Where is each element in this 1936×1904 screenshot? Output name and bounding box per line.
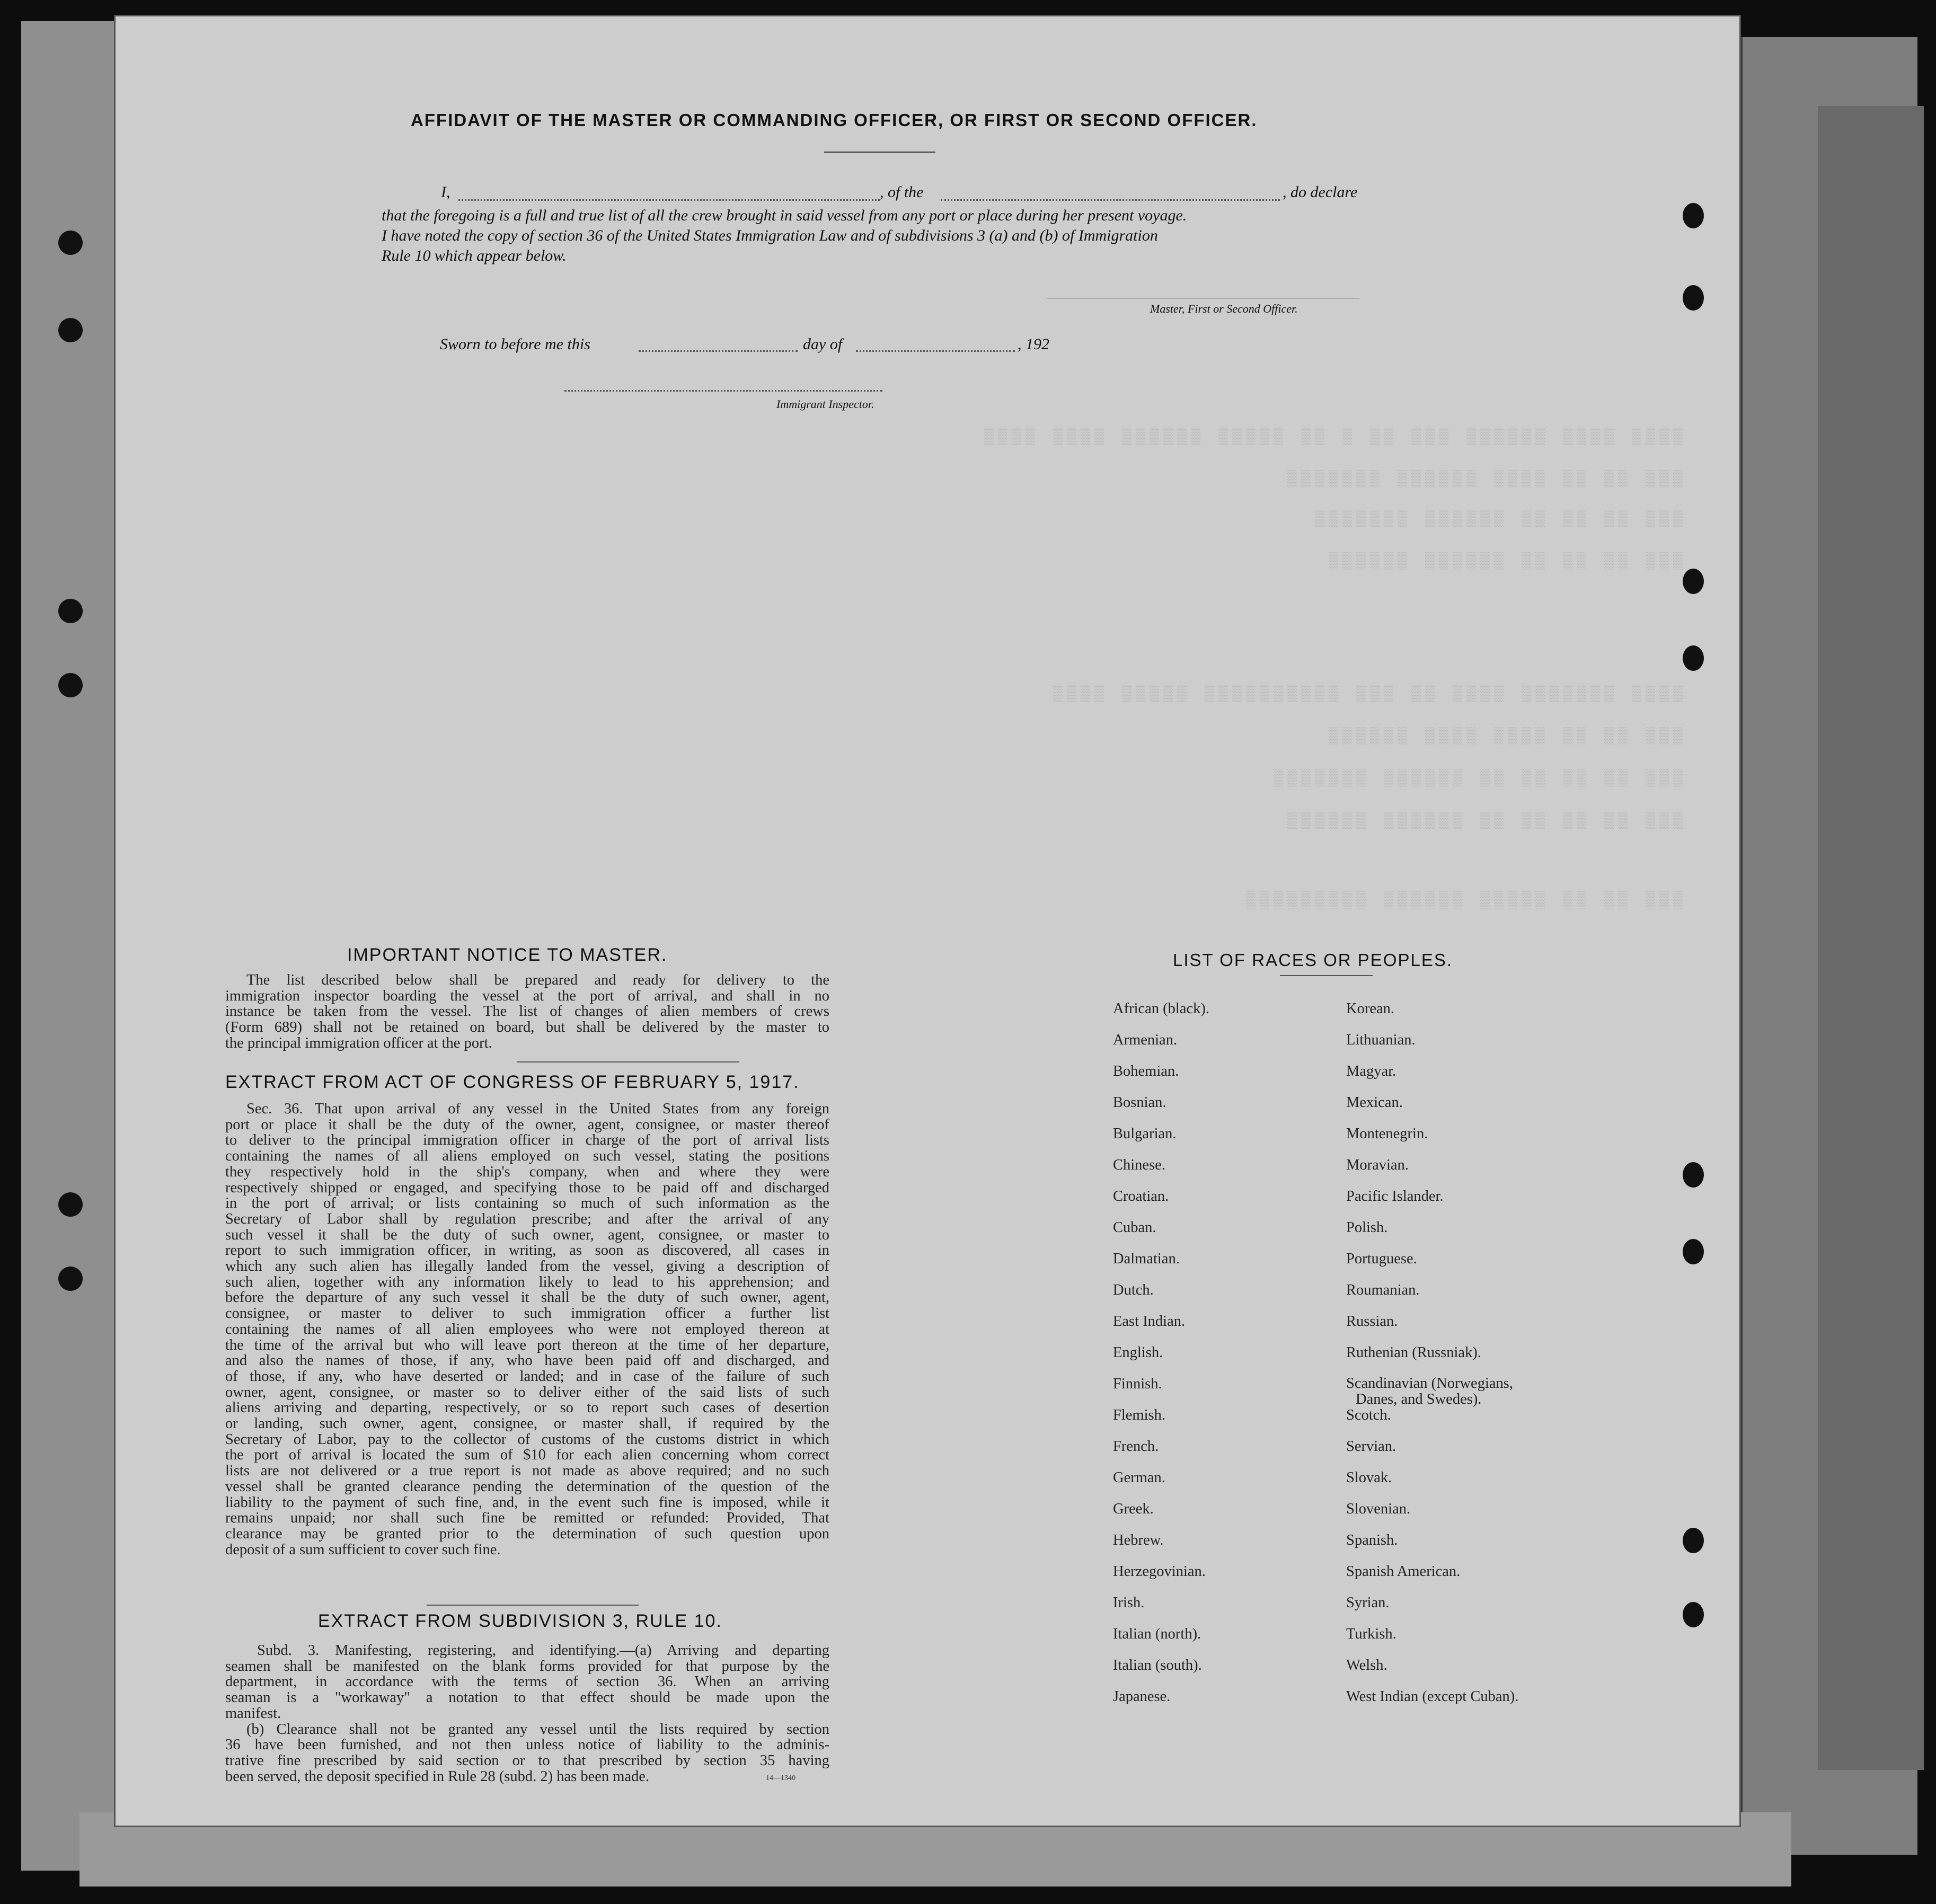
race-item: Greek. — [1113, 1501, 1154, 1517]
act-line: containing the names of all aliens employed on such vessel, stating the positions — [225, 1148, 829, 1165]
binder-hole — [1683, 645, 1704, 671]
binder-hole — [58, 1192, 83, 1217]
act-line: remains unpaid; nor shall such fine be remitted or refunded: Provided, That — [225, 1510, 829, 1527]
affidavit-page — [114, 15, 1741, 1827]
binder-hole — [58, 673, 83, 697]
act-line: such vessel it shall be the duty of such owner, agent, consignee, or master to — [225, 1226, 829, 1243]
bleed-through-row: ▒▒▒ ▒▒ ▒▒ ▒▒ ▒▒ ▒▒▒▒▒▒ ▒▒▒▒▒▒ — [1283, 812, 1683, 830]
sworn-day-field[interactable] — [639, 350, 798, 352]
declaration-line: I have noted the copy of section 36 of the United States Immigration Law and of subdivisions 3 (a) and (b) of Immigration — [382, 227, 1158, 244]
race-item: Lithuanian. — [1346, 1032, 1416, 1048]
race-item: Slovenian. — [1346, 1501, 1411, 1517]
race-item: Spanish. — [1346, 1532, 1398, 1548]
race-item: English. — [1113, 1344, 1163, 1361]
bleed-through-row: ▒▒▒ ▒▒ ▒▒ ▒▒▒▒ ▒▒▒▒▒▒ ▒▒▒▒▒▒▒ — [1283, 471, 1683, 489]
rule-line: manifest. — [225, 1705, 281, 1722]
race-item: Montenegrin. — [1346, 1126, 1428, 1142]
do-declare-label: , do declare — [1283, 183, 1358, 201]
binder-hole — [58, 231, 83, 255]
act-line: they respectively hold in the ship's company, when and where they were — [225, 1163, 829, 1180]
bleed-through-row: ▒▒▒ ▒▒ ▒▒ ▒▒ ▒▒▒▒▒▒ ▒▒▒▒▒▒▒ — [1310, 510, 1683, 528]
notice-heading: IMPORTANT NOTICE TO MASTER. — [347, 945, 668, 965]
act-line: report to such immigration officer, in writing, as soon as discovered, all cases in — [225, 1242, 829, 1259]
race-item: Flemish. — [1113, 1407, 1165, 1423]
act-line: and also the names of those, if any, who have been paid off and discharged, and — [225, 1352, 829, 1369]
race-item: Finnish. — [1113, 1376, 1162, 1392]
race-item: Croatian. — [1113, 1188, 1169, 1205]
rule-line: (b) Clearance shall not be granted any vessel until the lists required by section — [246, 1721, 829, 1738]
act-line: in the port of arrival; or lists containing so much of such information as the — [225, 1195, 829, 1212]
race-item: Irish. — [1113, 1595, 1145, 1611]
act-line: liability to the payment of such fine, and, in the event such fine is imposed, while it — [225, 1494, 829, 1511]
act-line: aliens arriving and departing, respectively, or so to report such cases of desertion — [225, 1400, 829, 1416]
binder-hole — [1683, 1602, 1704, 1627]
act-line: or landing, such owner, agent, consignee, or master shall, if required by the — [225, 1415, 829, 1432]
race-item: Polish. — [1346, 1219, 1388, 1236]
race-item: Hebrew. — [1113, 1532, 1164, 1548]
act-line: Sec. 36. That upon arrival of any vessel in the United States from any foreign — [246, 1101, 829, 1117]
master-signature-line[interactable] — [1047, 298, 1359, 299]
notice-line: the principal immigration officer at the port. — [225, 1034, 492, 1051]
race-item: Roumanian. — [1346, 1282, 1420, 1298]
act-rule — [427, 1605, 639, 1606]
act-line: containing the names of all alien employees who were not employed thereon at — [225, 1321, 829, 1338]
rule-line: 36 have been furnished, and not then unless notice of liability to the adminis- — [225, 1737, 829, 1754]
races-right-column — [1346, 1000, 1518, 1720]
races-heading: LIST OF RACES OR PEOPLES. — [1173, 950, 1453, 970]
act-line: vessel shall be granted clearance pending the determination of the question of the — [225, 1478, 829, 1495]
sworn-month-field[interactable] — [856, 350, 1015, 352]
race-item: African (black). — [1113, 1000, 1209, 1017]
rule-line: seaman is a "workaway" a notation to that effect should be made upon the — [225, 1689, 829, 1706]
race-item: Magyar. — [1346, 1063, 1396, 1079]
master-signature-label: Master, First or Second Officer. — [1150, 302, 1298, 315]
act-line: the time of the arrival but who will leave port thereon at the time of her departure, — [225, 1336, 829, 1353]
race-item: Moravian. — [1346, 1157, 1409, 1173]
of-the-label: , of the — [880, 183, 924, 201]
binder-hole — [1683, 203, 1704, 228]
binder-hole — [1683, 1528, 1704, 1553]
bleed-through-row: ▒▒▒ ▒▒ ▒▒ ▒▒▒▒▒ ▒▒▒▒▒▒ ▒▒▒▒▒▒▒▒▒ — [1241, 892, 1683, 910]
binder-hole — [1683, 1162, 1704, 1188]
bleed-through-row: ▒▒▒▒ ▒▒▒▒ ▒▒▒▒▒▒ ▒▒▒ ▒▒ ▒ ▒▒ ▒▒▒▒▒ ▒▒▒▒▒▒ ▒▒▒▒ ▒▒▒▒ — [979, 428, 1683, 446]
act-line: which any such alien has illegally landed from the vessel, giving a description of — [225, 1258, 829, 1275]
declaration-line: that the foregoing is a full and true list of all the crew brought in said vessel from any port or place during her present voyage. — [382, 207, 1187, 224]
race-item: Pacific Islander. — [1346, 1188, 1444, 1205]
race-item: Bosnian. — [1113, 1094, 1166, 1111]
sworn-label: Sworn to before me this — [440, 335, 590, 353]
race-item: German. — [1113, 1469, 1165, 1486]
inspector-label: Immigrant Inspector. — [776, 397, 874, 411]
race-item: Korean. — [1346, 1000, 1394, 1017]
act-line: Secretary of Labor shall by regulation prescribe; and after the arrival of any — [225, 1210, 829, 1227]
notice-line: instance be taken from the vessel. The list of changes of alien members of crews — [225, 1003, 829, 1020]
race-item: Mexican. — [1346, 1094, 1403, 1111]
binder-hole — [58, 599, 83, 623]
race-item: Servian. — [1346, 1438, 1396, 1455]
race-item: Welsh. — [1346, 1657, 1387, 1673]
race-item: Dalmatian. — [1113, 1251, 1180, 1267]
bleed-through-row: ▒▒▒ ▒▒ ▒▒ ▒▒ ▒▒▒▒▒▒ ▒▒▒▒▒▒ — [1324, 553, 1683, 571]
rule-line: trative fine prescribed by said section or to that prescribed by section 35 having — [225, 1752, 829, 1769]
race-item: Ruthenian (Russniak). — [1346, 1344, 1481, 1361]
act-line: owner, agent, consignee, or master so to deliver either of the said lists of such — [225, 1384, 829, 1401]
rule-10-text — [225, 1643, 829, 1784]
race-item: Spanish American. — [1346, 1563, 1461, 1580]
bleed-through-row: ▒▒▒ ▒▒ ▒▒ ▒▒ ▒▒ ▒▒▒▒▒▒ ▒▒▒▒▒▒▒ — [1269, 770, 1683, 788]
race-item: Chinese. — [1113, 1157, 1165, 1173]
race-item: Turkish. — [1346, 1626, 1396, 1642]
act-line: clearance may be granted prior to the determination of such question upon — [225, 1525, 829, 1542]
rule-heading: EXTRACT FROM SUBDIVISION 3, RULE 10. — [318, 1611, 722, 1631]
race-item: Russian. — [1346, 1313, 1398, 1330]
act-line: the port of arrival is located the sum of $10 for each alien concerning whom correct — [225, 1447, 829, 1464]
race-item: Dutch. — [1113, 1282, 1154, 1298]
race-item: Bohemian. — [1113, 1063, 1179, 1079]
races-left-column — [1113, 1000, 1209, 1720]
race-item: Italian (north). — [1113, 1626, 1201, 1642]
declaration-text — [382, 206, 1505, 266]
race-item: French. — [1113, 1438, 1159, 1455]
race-item: Herzegovinian. — [1113, 1563, 1206, 1580]
year-label: , 192 — [1018, 335, 1049, 353]
section-36-text — [225, 1101, 829, 1557]
race-item: Portuguese. — [1346, 1251, 1417, 1267]
race-item: East Indian. — [1113, 1313, 1186, 1330]
act-line: port or place it shall be the duty of the owner, agent, consignee, or master thereof — [225, 1116, 829, 1133]
race-item: Japanese. — [1113, 1688, 1171, 1705]
act-line: consignee, or master to deliver to such immigration officer a further list — [225, 1305, 829, 1322]
inspector-signature-line[interactable] — [564, 390, 882, 392]
rule-line: seamen shall be manifested on the blank forms provided for that purpose by the — [225, 1658, 829, 1675]
race-item: Syrian. — [1346, 1595, 1390, 1611]
binder-hole — [1683, 1239, 1704, 1264]
name-field[interactable] — [458, 199, 880, 201]
act-line: before the departure of any such vessel it shall be the duty of such owner, agent, — [225, 1289, 829, 1306]
race-item: Bulgarian. — [1113, 1126, 1177, 1142]
rule-line: Subd. 3. Manifesting, registering, and identifying.—(a) Arriving and departing — [257, 1642, 829, 1659]
title-rule — [824, 152, 935, 153]
act-line: Secretary of Labor, pay to the collector of customs of the customs district in which — [225, 1431, 829, 1448]
vessel-field[interactable] — [941, 199, 1280, 201]
notice-line: The list described below shall be prepared and ready for delivery to the — [246, 972, 829, 988]
act-line: to deliver to the principal immigration officer in charge of the port of arrival lists — [225, 1132, 829, 1149]
race-item: Cuban. — [1113, 1219, 1156, 1236]
race-item: Scandinavian (Norwegians, — [1346, 1375, 1513, 1392]
binder-hole — [58, 318, 83, 342]
act-line: of those, if any, who have deserted or landed; and in case of the failure of such — [225, 1368, 829, 1385]
form-number: 14—1340 — [766, 1774, 795, 1782]
race-item: Danes, and Swedes). — [1356, 1391, 1482, 1407]
rule-line: been served, the deposit specified in Rule 28 (subd. 2) has been made. — [225, 1768, 650, 1785]
underlying-sheet-right-edge — [1818, 106, 1924, 1770]
binder-hole — [58, 1267, 83, 1291]
notice-line: immigration inspector boarding the vessel at the port of arrival, and shall in no — [225, 987, 829, 1004]
affidavit-title: AFFIDAVIT OF THE MASTER OR COMMANDING OFFICER, OR FIRST OR SECOND OFFICER. — [411, 110, 1258, 130]
race-item: Armenian. — [1113, 1032, 1178, 1048]
notice-text — [225, 972, 829, 1051]
bleed-through-row: ▒▒▒▒ ▒▒▒▒▒▒▒ ▒▒▒▒ ▒▒ ▒▒▒ ▒▒▒▒▒▒▒▒▒▒ ▒▒▒▒▒ ▒▒▒▒ — [1048, 685, 1683, 703]
race-item: Slovak. — [1346, 1469, 1392, 1486]
day-of-label: day of — [803, 335, 843, 353]
act-line: lists are not delivered or a true report is not made as above required; and no such — [225, 1463, 829, 1480]
races-rule — [1280, 975, 1373, 976]
binder-hole — [1683, 569, 1704, 594]
bleed-through-row: ▒▒▒ ▒▒ ▒▒ ▒▒▒▒ ▒▒▒▒ ▒▒▒▒▒▒ — [1324, 728, 1683, 746]
race-item: Scotch. — [1346, 1407, 1391, 1423]
rule-line: department, in accordance with the terms of section 36. When an arriving — [225, 1673, 829, 1690]
race-item: Italian (south). — [1113, 1657, 1202, 1673]
act-line: such alien, together with any information likely to lead to his apprehension; and — [225, 1273, 829, 1290]
act-line: deposit of a sum sufficient to cover such fine. — [225, 1541, 501, 1558]
notice-rule — [517, 1061, 739, 1062]
act-heading: EXTRACT FROM ACT OF CONGRESS OF FEBRUARY 5, 1917. — [225, 1072, 800, 1092]
race-item: West Indian (except Cuban). — [1346, 1688, 1519, 1705]
declaration-line: Rule 10 which appear below. — [382, 247, 567, 264]
act-line: respectively shipped or engaged, and specifying those to be paid off and discharged — [225, 1179, 829, 1196]
binder-hole — [1683, 285, 1704, 311]
i-label: I, — [441, 183, 450, 201]
notice-line: (Form 689) shall not be retained on board, but shall be delivered by the master to — [225, 1019, 829, 1036]
